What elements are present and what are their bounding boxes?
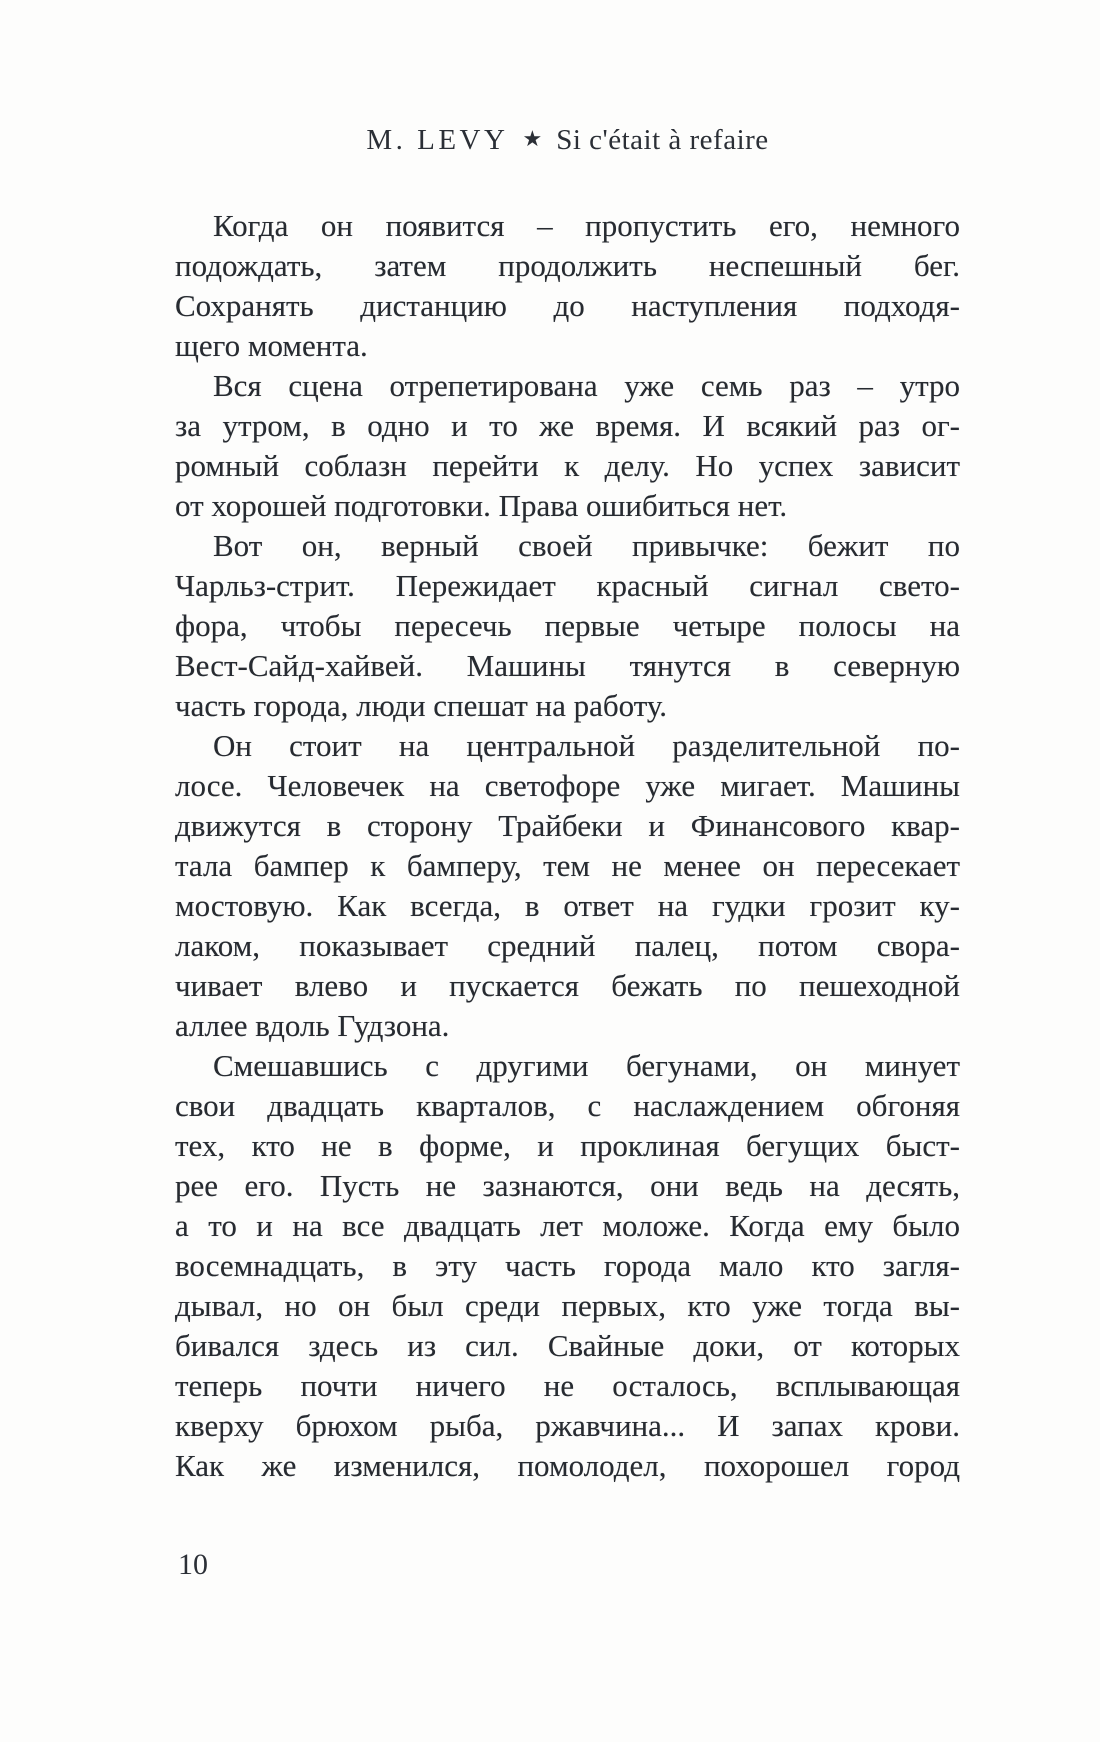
text-line: Вся сцена отрепетирована уже семь раз – утро [213, 368, 960, 403]
page-number: 10 [178, 1548, 208, 1581]
text-line: от хорошей подготовки. Права ошибиться нет. [175, 488, 788, 523]
text-line: лаком, показывает средний палец, потом свора- [175, 928, 960, 963]
text-line: лосе. Человечек на светофоре уже мигает. Машины [175, 768, 960, 803]
text-line: часть города, люди спешат на работу. [175, 688, 668, 723]
paragraph-1 [175, 206, 960, 366]
text-line: фора, чтобы пересечь первые четыре полосы на [175, 608, 960, 643]
star-icon: ★ [522, 126, 543, 151]
text-line: мостовую. Как всегда, в ответ на гудки грозит ку- [175, 888, 960, 923]
paragraph-5 [175, 1046, 960, 1486]
text-line: чивает влево и пускается бежать по пешеходной [175, 968, 960, 1003]
text-line: за утром, в одно и то же время. И всякий раз ог- [175, 408, 960, 443]
text-line: теперь почти ничего не осталось, всплывающая [175, 1368, 960, 1403]
text-line: Смешавшись с другими бегунами, он минует [213, 1048, 960, 1083]
text-line: Вот он, верный своей привычке: бежит по [213, 528, 960, 563]
text-line: дывал, но он был среди первых, кто уже тогда вы- [175, 1288, 960, 1323]
text-line: Вест-Сайд-хайвей. Машины тянутся в северную [175, 648, 960, 683]
paragraph-2 [175, 366, 960, 526]
text-line: Он стоит на центральной разделительной по- [213, 728, 960, 763]
running-head-author: M. LEVY [366, 124, 509, 156]
text-line: Как же изменился, помолодел, похорошел город [175, 1448, 960, 1483]
text-line: свои двадцать кварталов, с наслаждением обгоняя [175, 1088, 960, 1123]
text-line: рее его. Пусть не зазнаются, они ведь на десять, [175, 1168, 960, 1203]
text-line: бивался здесь из сил. Свайные доки, от которых [175, 1328, 960, 1363]
text-line: аллее вдоль Гудзона. [175, 1008, 450, 1043]
text-line: тала бампер к бамперу, тем не менее он пересекает [175, 848, 960, 883]
text-line: движутся в сторону Трайбеки и Финансового квар- [175, 808, 960, 843]
paragraph-4 [175, 726, 960, 1046]
running-head [175, 124, 960, 157]
paragraph-3 [175, 526, 960, 726]
text-line: ромный соблазн перейти к делу. Но успех зависит [175, 448, 960, 483]
text-line: Сохранять дистанцию до наступления подходя- [175, 288, 960, 323]
body-text [175, 206, 960, 1486]
text-line: восемнадцать, в эту часть города мало кто загля- [175, 1248, 960, 1283]
running-head-title: Si c'était à refaire [556, 124, 769, 156]
text-line: щего момента. [175, 328, 368, 363]
text-line: Когда он появится – пропустить его, немного [213, 208, 960, 243]
text-line: а то и на все двадцать лет моложе. Когда ему было [175, 1208, 960, 1243]
text-line: подождать, затем продолжить неспешный бег. [175, 248, 960, 283]
text-line: тех, кто не в форме, и проклиная бегущих быст- [175, 1128, 960, 1163]
text-line: Чарльз-стрит. Пережидает красный сигнал свето- [175, 568, 960, 603]
text-line: кверху брюхом рыба, ржавчина... И запах крови. [175, 1408, 960, 1443]
